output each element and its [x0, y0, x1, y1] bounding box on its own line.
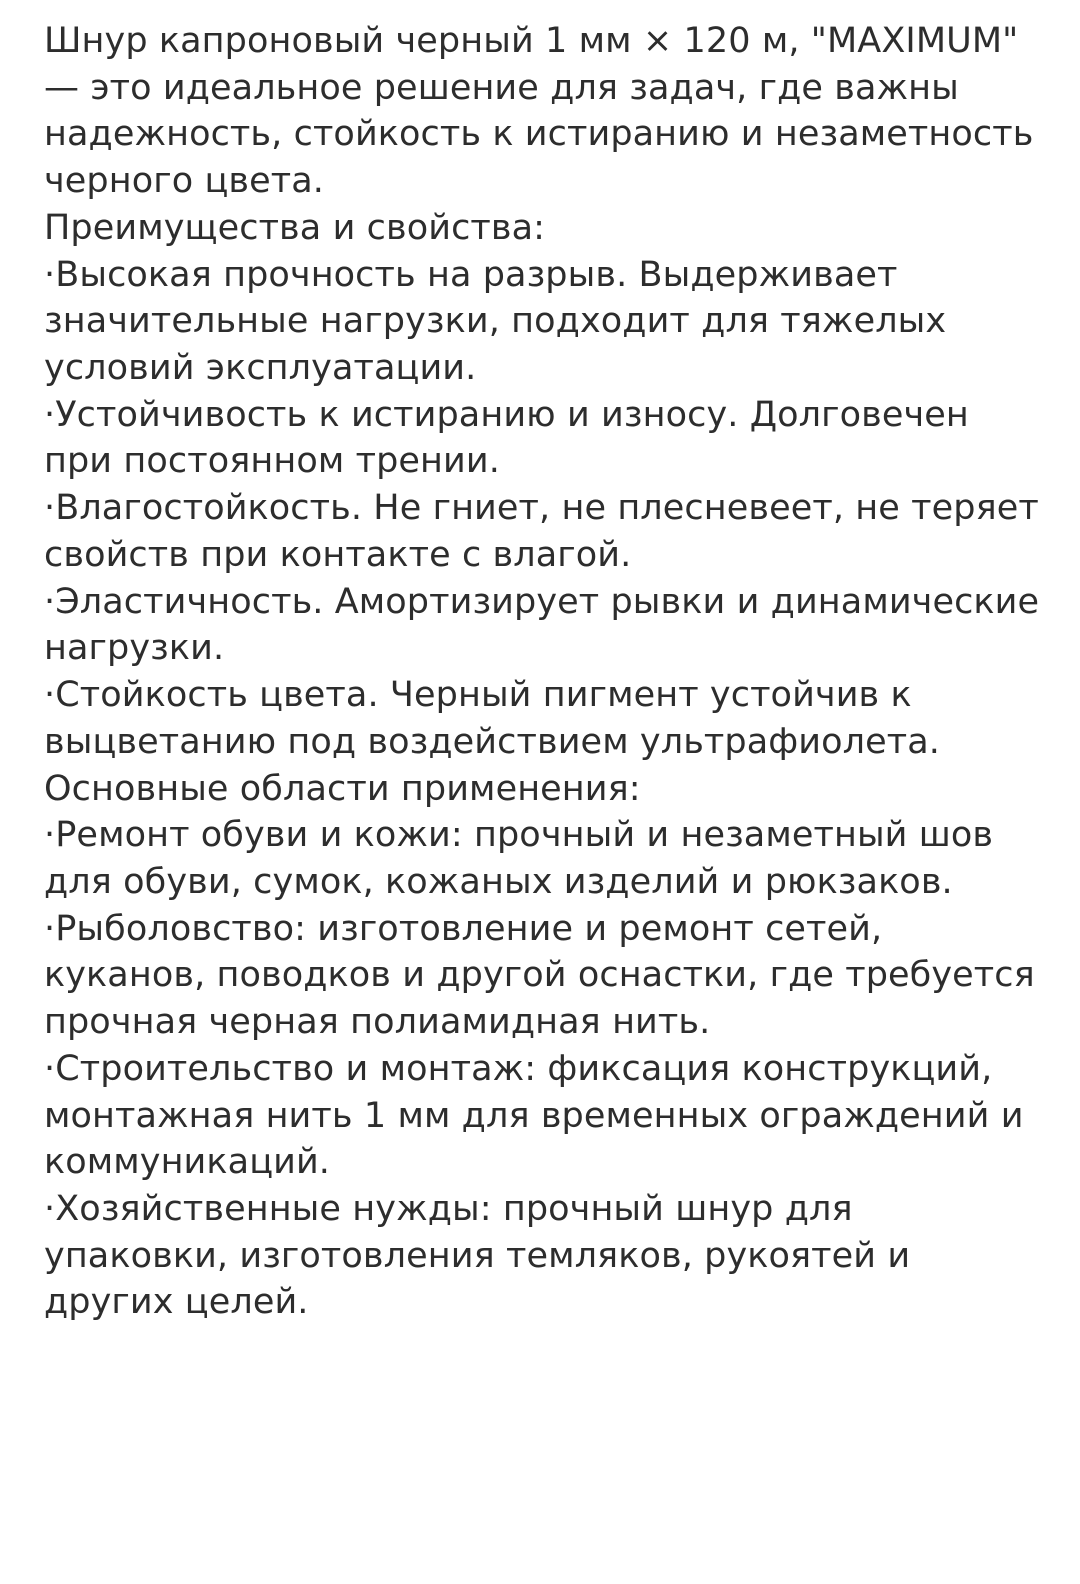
section-heading-advantages: Преимущества и свойства: [44, 207, 546, 248]
advantage-item-elasticity: ·Эластичность. Амортизирует рывки и динамические нагрузки. [44, 581, 1040, 669]
application-item-household: ·Хозяйственные нужды: прочный шнур для упаковки, изготовления темляков, рукоятей и других целей. [44, 1188, 911, 1323]
application-item-fishing: ·Рыболовство: изготовление и ремонт сетей, куканов, поводков и другой оснастки, где требуется прочная черная полиамидная нить. [44, 908, 1035, 1043]
application-item-shoe-repair: ·Ремонт обуви и кожи: прочный и незаметный шов для обуви, сумок, кожаных изделий и рюкзаков. [44, 815, 994, 902]
advantage-item-moisture: ·Влагостойкость. Не гниет, не плесневеет, не теряет свойств при контакте с влагой. [44, 488, 1039, 575]
advantage-item-strength: ·Высокая прочность на разрыв. Выдерживает значительные нагрузки, подходит для тяжелых условий эксплуатации. [44, 254, 947, 389]
description-intro: Шнур капроновый черный 1 мм × 120 м, "MAXIMUM" — это идеальное решение для задач, где важны надежность, стойкость к истиранию и незаметность черного цвета. [44, 21, 1034, 202]
application-item-construction: ·Строительство и монтаж: фиксация конструкций, монтажная нить 1 мм для временных ограждений и коммуникаций. [44, 1048, 1024, 1183]
advantage-item-abrasion: ·Устойчивость к истиранию и износу. Долговечен при постоянном трении. [44, 394, 969, 482]
advantage-item-color-fastness: ·Стойкость цвета. Черный пигмент устойчив к выцветанию под воздействием ультрафиолета. [44, 675, 941, 762]
description-body [44, 18, 1040, 1326]
section-heading-applications: Основные области применения: [44, 768, 641, 809]
